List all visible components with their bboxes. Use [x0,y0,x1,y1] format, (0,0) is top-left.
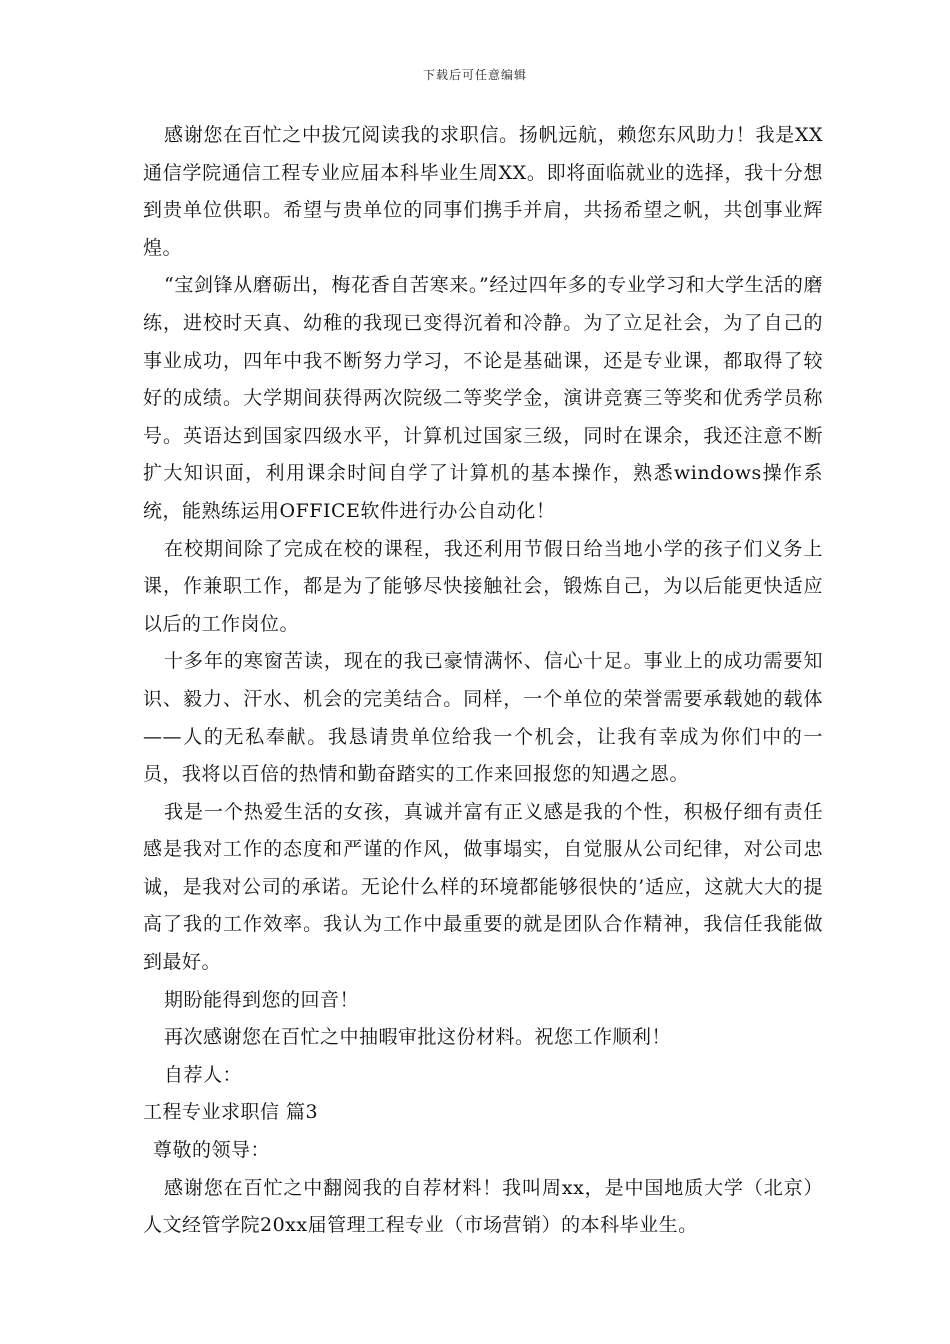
paragraph-volunteer: 在校期间除了完成在校的课程，我还利用节假日给当地小学的孩子们义务上课，作兼职工作，都是为了能够尽快接触社会，锻炼自己，为以后能更快适应以后的工作岗位。 [143,537,823,635]
paragraph-request: 十多年的寒窗苦读，现在的我已豪情满怀、信心十足。事业上的成功需要知识、毅力、汗水、机会的完美结合。同样，一个单位的荣誉需要承载她的载体——人的无私奉献。我恳请贵单位给我一个机会，让我有幸成为你们中的一员，我将以百倍的热情和勤奋踏实的工作来回报您的知遇之恩。 [143,650,823,786]
paragraph-signature: 自荐人： [164,1063,243,1086]
paragraph-personality: 我是一个热爱生活的女孩，真诚并富有正义感是我的个性，积极仔细有责任感是我对工作的态度和严谨的作风，做事塌实，自觉服从公司纪律，对公司忠诚，是我对公司的承诺。无论什么样的环境都能够很快的’适应，这就大大的提高了我的工作效率。我认为工作中最重要的就是团队合作精神，我信任我能做到最好。 [143,800,823,974]
document-body [143,117,823,1245]
salutation: 尊敬的领导： [153,1139,271,1162]
paragraph-intro: 感谢您在百忙之中拔冗阅读我的求职信。扬帆远航，赖您东风助力！我是XX通信学院通信工程专业应届本科毕业生周XX。即将面临就业的选择，我十分想到贵单位供职。希望与贵单位的同事们携手并肩，共扬希望之帆，共创事业辉煌。 [143,124,823,259]
header-note: 下载后可任意编辑 [422,68,527,82]
paragraph-hope: 期盼能得到您的回音！ [164,988,360,1011]
paragraph-closing: 感谢您在百忙之中翻阅我的自荐材料！我叫周xx，是中国地质大学（北京）人文经管学院20xx届管理工程专业（市场营销）的本科毕业生。 [143,1176,823,1237]
paragraph-thanks: 再次感谢您在百忙之中抽暇审批这份材料。祝您工作顺利！ [164,1026,672,1049]
section-title: 工程专业求职信 篇3 [143,1101,319,1124]
paragraph-study: “宝剑锋从磨砺出，梅花香自苦寒来。”经过四年多的专业学习和大学生活的磨练，进校时天真、幼稚的我现已变得沉着和冷静。为了立足社会，为了自己的事业成功，四年中我不断努力学习，不论是基础课，还是专业课，都取得了较好的成绩。大学期间获得两次院级二等奖学金，演讲竞赛三等奖和优秀学员称号。英语达到国家四级水平，计算机过国家三级，同时在课余，我还注意不断扩大知识面，利用课余时间自学了计算机的基本操作，熟悉windows操作系统，能熟练运用OFFICE软件进行办公自动化！ [143,274,823,522]
